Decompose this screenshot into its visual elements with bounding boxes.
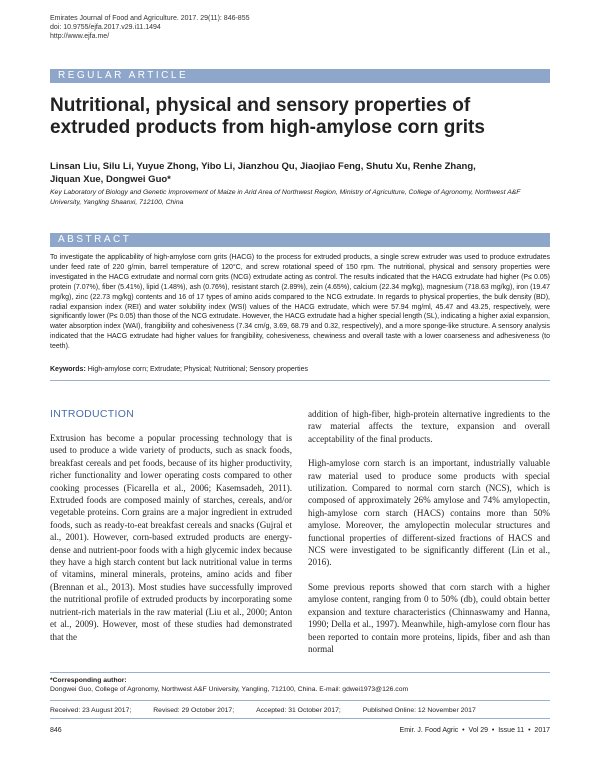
corresponding-label: *Corresponding author: [50,677,127,684]
journal-doi: doi: 10.9755/ejfa.2017.v29.i11.1494 [50,24,161,31]
revised-date: Revised: 29 October 2017; [153,707,235,714]
accepted-date: Accepted: 31 October 2017; [256,707,341,714]
right-paragraph-3: Some previous reports showed that corn starch with a higher amylose content, ranging from 0 to 50% (db), could obtain better expansion and texture characteristics (Chinnaswamy and Hanna, 1990; Della et al., 1997). Meanwhile, high-amylose corn flour has been reported to contain more proteins, lipids, fiber and ash than normal [308,581,550,654]
footer-year: 2017 [534,727,550,734]
authors-line-1: Linsan Liu, Silu Li, Yuyue Zhong, Yibo Li, Jianzhou Qu, Jiaojiao Feng, Shutu Xu, Renhe Zhang, [50,161,476,172]
author-list [50,160,550,186]
footer-journal-info: Emir. J. Food Agric • Vol 29 • Issue 11 • 2017 [399,727,550,734]
right-column [308,408,550,655]
left-column [50,432,292,643]
footer-journal: Emir. J. Food Agric [399,727,459,734]
keywords [50,365,550,374]
keywords-label: Keywords: [50,366,86,373]
page-footer [50,727,550,734]
right-paragraph-1: addition of high-fiber, high-protein alternative ingredients to the raw material affects the texture, expansion and overall acceptability of the final products. [308,409,550,444]
article-dates [50,706,550,715]
divider [50,718,550,719]
abstract-label-bar: ABSTRACT [50,233,550,247]
divider [50,672,550,673]
divider [50,700,550,701]
published-date: Published Online: 12 November 2017 [362,707,476,714]
page-number: 846 [50,727,62,734]
divider [50,380,550,381]
corresponding-author [50,676,550,694]
left-paragraph-1: Extrusion has become a popular processing technology that is used to produce a wide variety of products, such as snack foods, breakfast cereals and pet foods, because of its higher productivity, richer functionality and lower operating costs compared to other cooking processes (Ficarella et al., 2006; Kasemsadeh, 2011). Extruded foods are composed mainly of starches, cereals, and/or vegetable proteins. Corn grains are a major ingredient in extruded foods, such as ready-to-eat breakfast cereals and snacks (Gujral et al., 2001). However, corn-based extruded products are energy-dense and nutrient-poor foods with a high glycemic index because they have a high starch content but lack nutritional value in terms of vitamins, mineral minerals, proteins, amino acids and fiber (Brennan et al., 2013). Most studies have successfully improved the nutritional profile of extruded products by incorporating some nutrient-rich materials in the raw material (Liu et al., 2000; Anton et al., 2009). However, most of these studies had demonstrated that the [50,433,292,642]
footer-issue: Issue 11 [498,727,525,734]
introduction-heading: INTRODUCTION [50,408,135,420]
right-paragraph-2: High-amylose corn starch is an important, industrially valuable raw material used to produce some products with special utilization. Compared to normal corn starch (NCS), which is composed of approximately 26% amylose and 74% amylopectin, high-amylose corn starch (HACS) contains more than 50% amylose. Moreover, the amylopectin molecular structures and functional properties of different-sized fractions of HACS and NCS were investigated to be significantly different (Lin et al., 2016). [308,458,550,568]
footer-volume: Vol 29 [468,727,488,734]
keywords-list: High-amylose corn; Extrudate; Physical; Nutritional; Sensory properties [87,366,308,373]
corresponding-details: Dongwei Guo, College of Agronomy, Northwest A&F University, Yangling, 712100, China. E-mail: gdwei1973@126.com [50,686,409,693]
received-date: Received: 23 August 2017; [50,707,132,714]
journal-citation: Emirates Journal of Food and Agriculture. 2017. 29(11): 846-855 [50,15,250,22]
journal-meta [50,14,250,41]
journal-url[interactable]: http://www.ejfa.me/ [50,33,110,40]
affiliation: Key Laboratory of Biology and Genetic Improvement of Maize in Arid Area of Northwest Region, Ministry of Agriculture, College of Agronomy, Northwest A&F University, Yangling Shaanxi, 712100, China [50,189,521,206]
abstract-text: To investigate the applicability of high-amylose corn grits (HACG) to the process for extruded products, a single screw extruder was used to produce extrudates under feed rate of 220 g/min, barrel temperature of 120°C, and screw rotational speed of 150 rpm. The nutritional, physical and sensory properties were investigated in the HACG extrudate and normal corn grits (NCG) extrudate acting as control. The results indicated that the HACG extrudate had higher (P≤ 0.05) protein (7.07%), fiber (5.41%), lipid (1.48%), ash (0.76%), resistant starch (2.89%), zein (4.65%), calcium (22.34 mg/kg), magnesium (718.63 mg/kg), iron (19.47 mg/kg), zinc (22.73 mg/kg) contents and 16 of 17 types of amino acids compared to the NCG extrudate. In regards to physical properties, the bulk density (BD), radial expansion index (REI) and water solubility index (WSI) values of the HACG extrudate, which were 57.94 mg/ml, 45.47 and 43.25, respectively, were significantly lower (P≤ 0.05) than those of the NCG extrudate. However, the HACG extrudate had a higher special length (SL), indicating a higher axial expansion, water absorption index (WAI), frangibility and cohesiveness (7.34 cm/g, 3.69, 68.79 and 0.32, respectively), and a more sponge-like structure. A sensory analysis indicated that the HACG extrudate had higher values for frangibility, cohesiveness, chewiness and overall taste with a lower coarseness and adhesiveness (to teeth). [50,254,550,351]
authors-line-2: Jiquan Xue, Dongwei Guo* [50,174,171,185]
section-label-bar: REGULAR ARTICLE [50,69,550,83]
article-title: Nutritional, physical and sensory properties of extruded products from high-amylose corn grits [50,95,485,138]
